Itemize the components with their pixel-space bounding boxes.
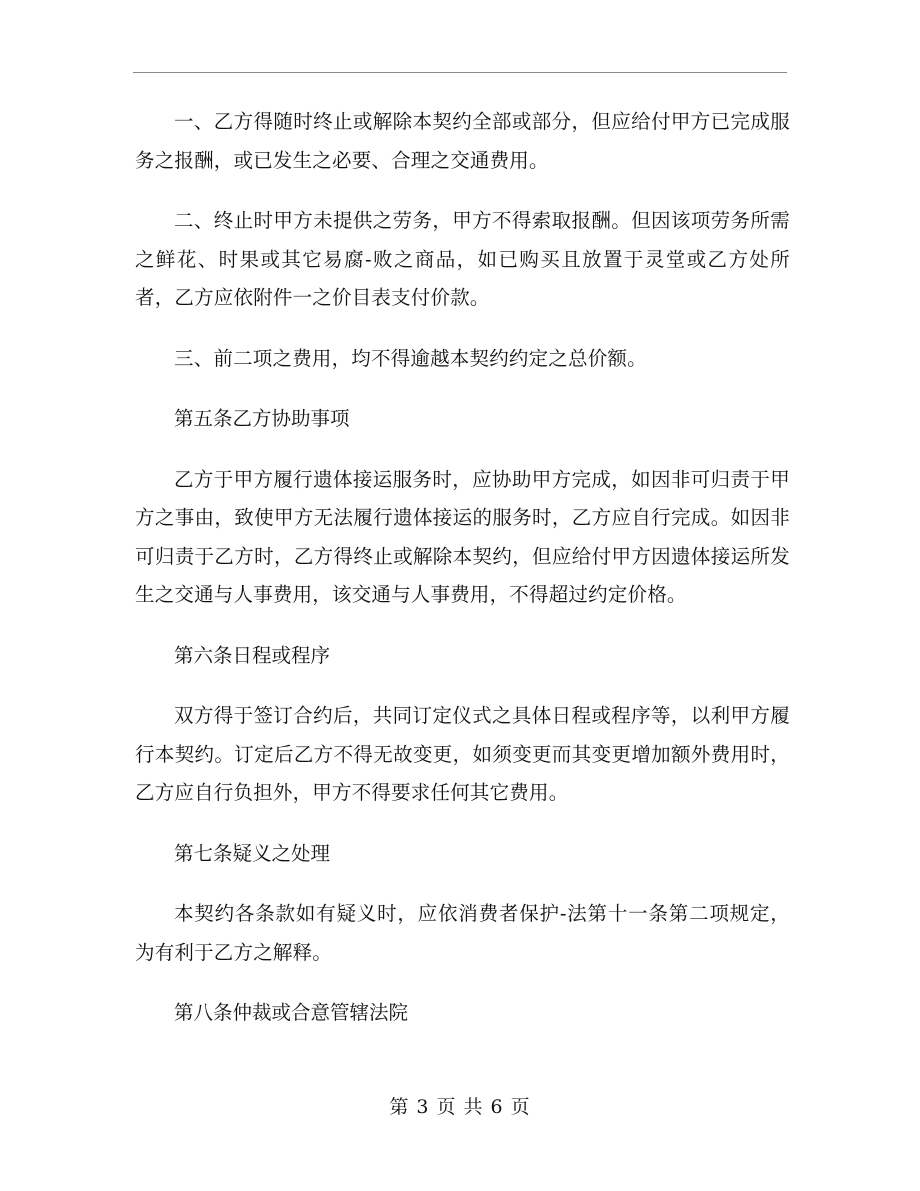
paragraph-article-7: 本契约各条款如有疑义时，应依消费者保护-法第十一条第二项规定，为有利于乙方之解释。 [135,902,790,964]
section-heading-article-5: 第五条乙方协助事项 [174,407,350,430]
paragraph-termination-clause-3: 三、前二项之费用，均不得逾越本契约约定之总价额。 [174,346,647,370]
section-heading-article-8: 第八条仲裁或合意管辖法院 [174,1001,409,1024]
section-heading-article-6: 第六条日程或程序 [174,643,331,667]
paragraph-termination-clause-1: 一、乙方得随时终止或解除本契约全部或部分，但应给付甲方已完成服务之报酬，或已发生之必要、合理之交通费用。 [135,110,790,172]
section-heading-article-7: 第七条疑义之处理 [174,841,331,865]
paragraph-article-6: 双方得于签订合约后，共同订定仪式之具体日程或程序等，以利甲方履行本契约。订定后乙方不得无故变更，如须变更而其变更增加额外费用时，乙方应自行负担外，甲方不得要求任何其它费用。 [135,704,790,804]
paragraph-article-5: 乙方于甲方履行遗体接运服务时，应协助甲方完成，如因非可归责于甲方之事由，致使甲方无法履行遗体接运的服务时，乙方应自行完成。如因非可归责于乙方时，乙方得终止或解除本契约，但应给付甲方因遗体接运所发生之交通与人事费用，该交通与人事费用，不得超过约定价格。 [135,467,790,606]
document-body [135,103,790,1055]
paragraph-termination-clause-2: 二、终止时甲方未提供之劳务，甲方不得索取报酬。但因该项劳务所需之鲜花、时果或其它易腐-败之商品，如已购买且放置于灵堂或乙方处所者，乙方应依附件一之价目表支付价款。 [135,209,790,309]
header-rule [133,72,787,73]
page-number-footer: 第 3 页 共 6 页 [389,1096,531,1118]
